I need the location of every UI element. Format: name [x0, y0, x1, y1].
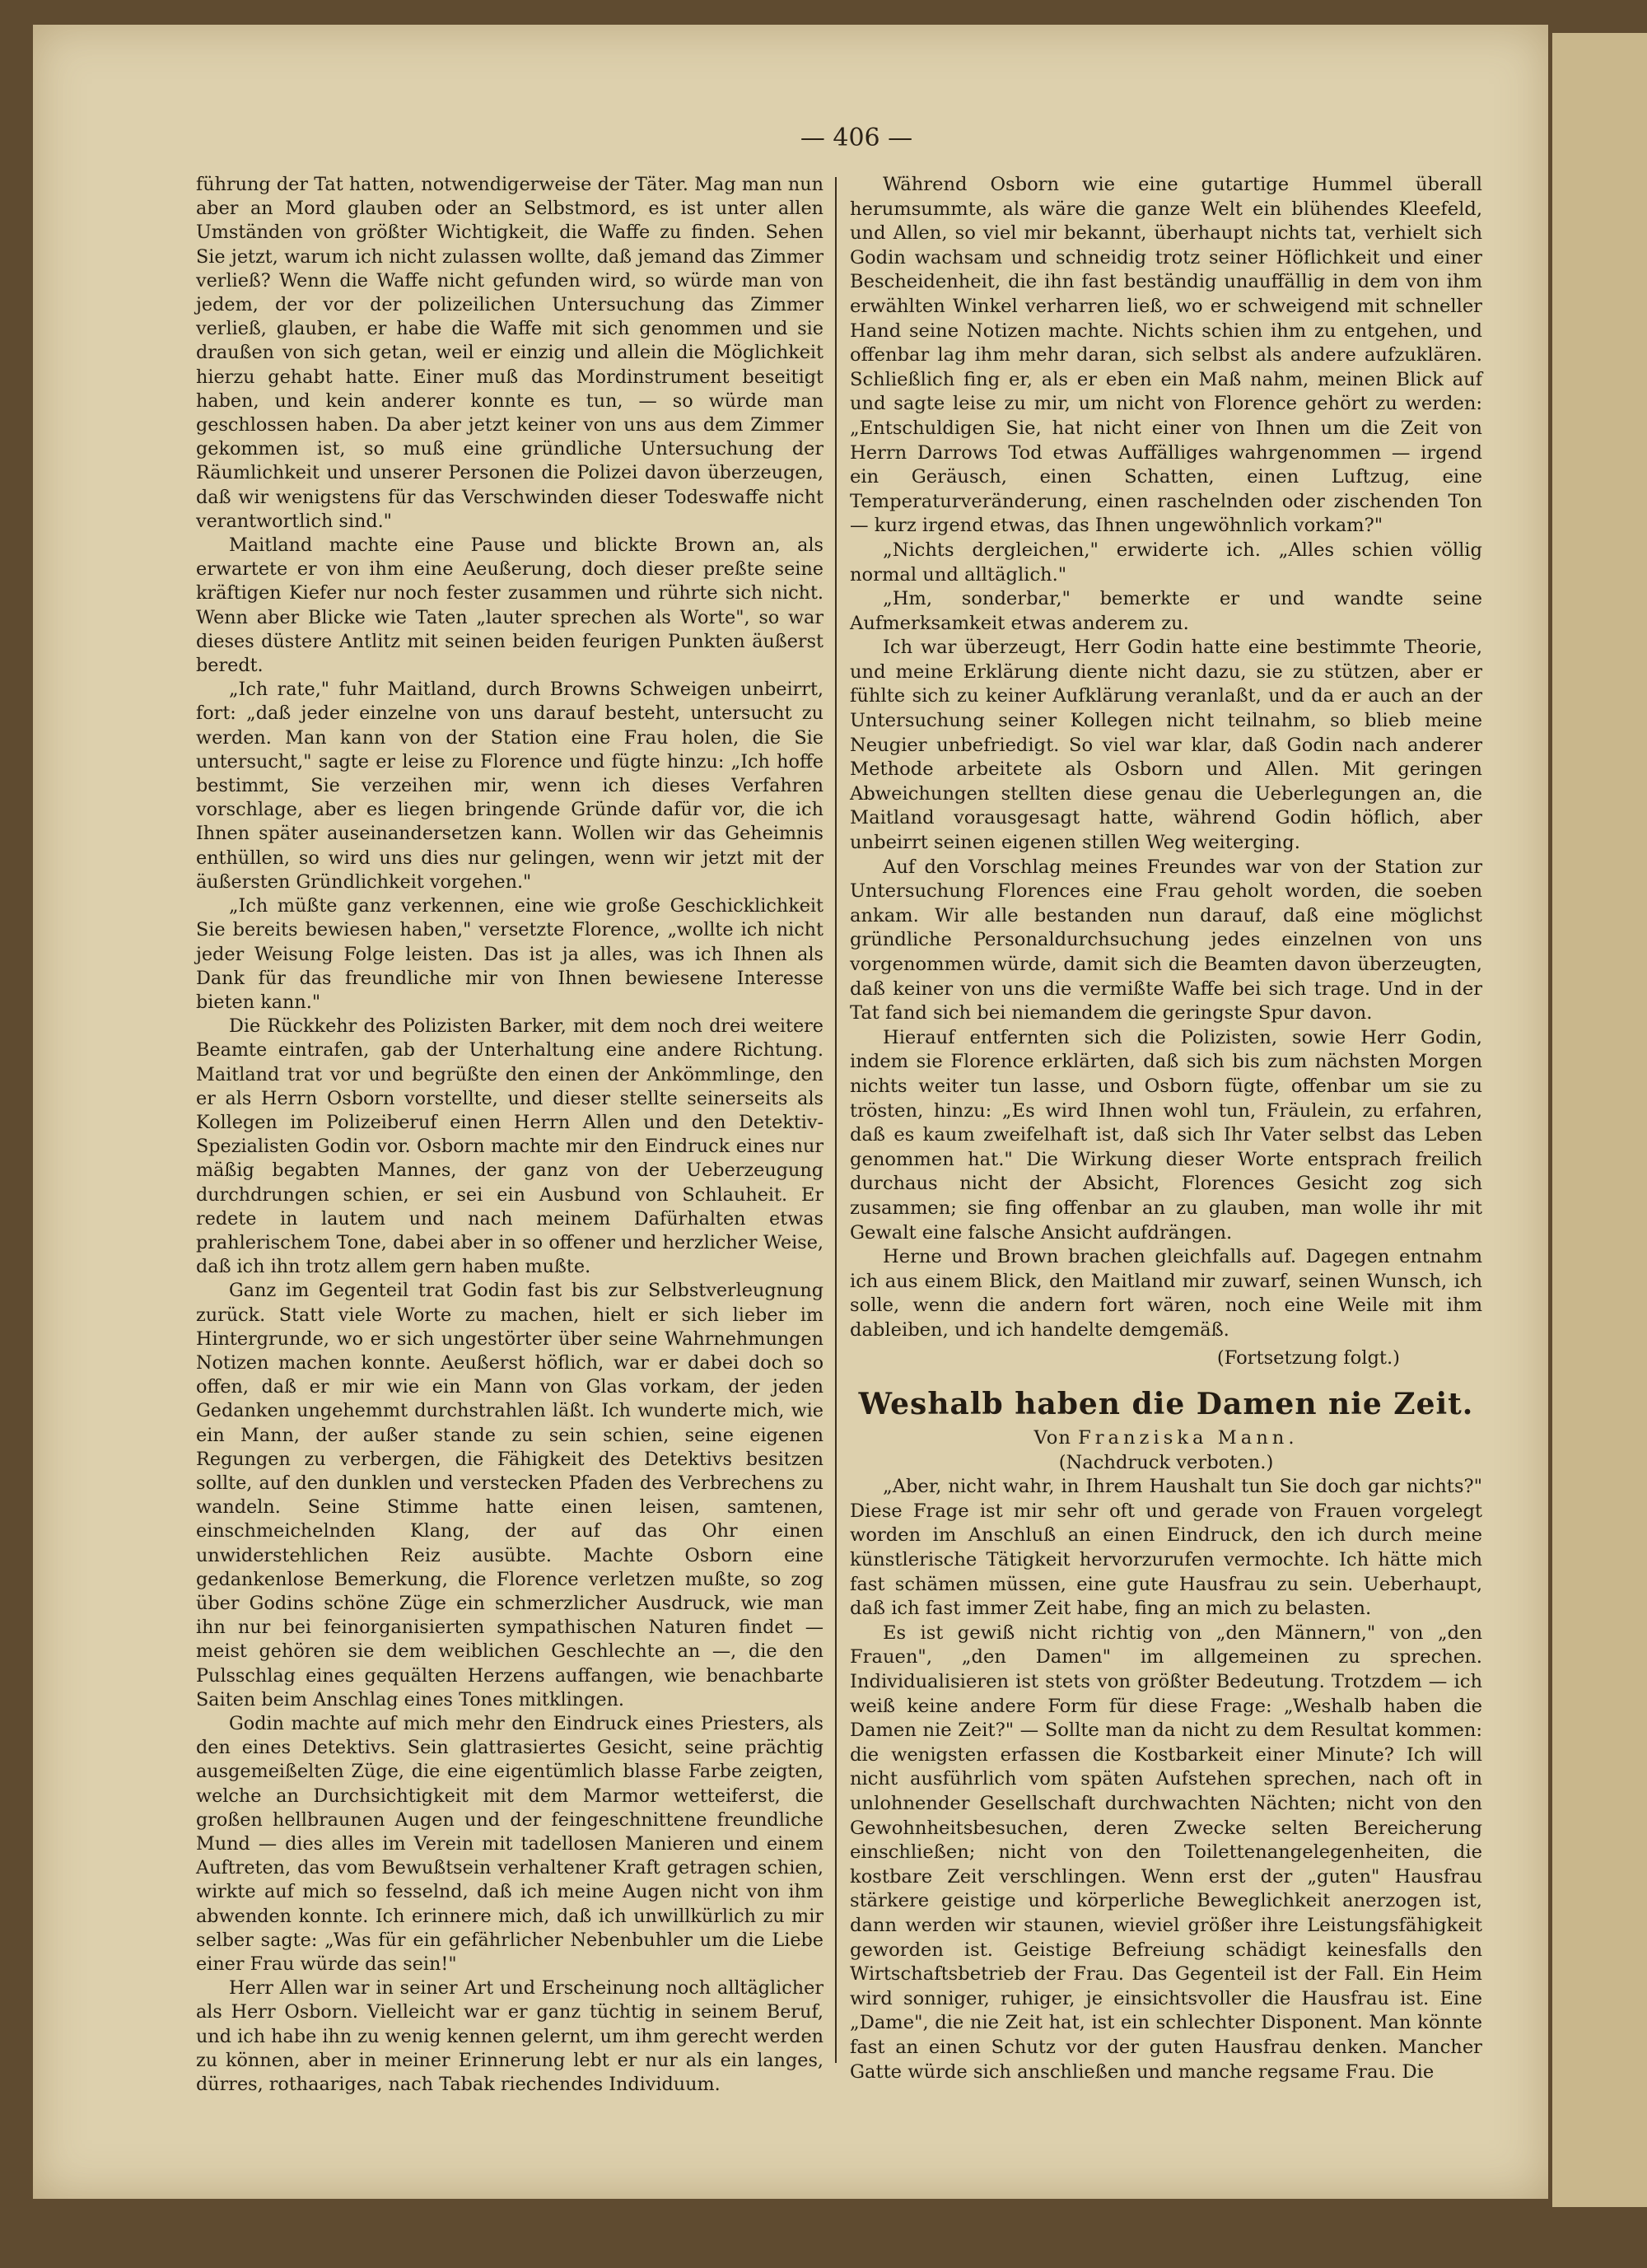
- right-paragraph-4: Ich war überzeugt, Herr Godin hatte eine bestimmte Theorie, und meine Erklärung diente nicht dazu, sie zu stützen, aber er fühlte sich zu keiner Aufklärung veranlaßt, und da er auch an der Untersuchung seiner Kollegen nicht teilnahm, so blieb meine Neugier unbefriedigt. So viel war klar, daß Godin nach anderer Methode arbeitete als Osborn und Allen. Mit geringen Abweichungen stellten diese genau die Ueberlegungen an, die Maitland vorausgesagt hatte, während Godin höflich, aber unbeirrt seinen eigenen stillen Weg weiterging.: [850, 637, 1482, 854]
- right-paragraph-6: Hierauf entfernten sich die Polizisten, sowie Herr Godin, indem sie Florence erklärten, daß sich bis zum nächsten Morgen nichts weiter tun lasse, und Osborn fügte, offenbar um sie zu trösten, hinzu: „Es wird Ihnen wohl tun, Fräulein, zu erfahren, daß es kaum zweifelhaft ist, daß sich Ihr Vater selbst das Leben genommen hat." Die Wirkung dieser Worte entsprach freilich durchaus nicht der Absicht, Florences Gesicht zog sich zusammen; sie fing offenbar an zu glauben, man wolle ihr mit Gewalt eine falsche Ansicht aufdrängen.: [850, 1026, 1482, 1244]
- article-paragraph-2: Es ist gewiß nicht richtig von „den Männern," von „den Frauen", „den Damen" im allgemeinen zu sprechen. Individualisieren ist stets von größter Bedeutung. Trotzdem — ich weiß keine andere Form für diese Frage: „Weshalb haben die Damen nie Zeit?" — Sollte man da nicht zu dem Resultat kommen: die wenigsten erfassen die Kostbarkeit einer Minute? Ich will nicht ausführlich vom späten Aufstehen sprechen, nach oft in unlohnender Gesellschaft durchwachten Nächten; nicht von den Gewohnheitsbesuchen, deren Zwecke selten Bereicherung einschließen; nicht von den Toilettenangelegenheiten, die kostbare Zeit verschlingen. Wenn erst der „guten" Hausfrau stärkere geistige und körperliche Beweglichkeit anerzogen ist, dann werden wir staunen, wieviel größer ihre Leistungsfähigkeit geworden ist. Geistige Befreiung schädigt keinesfalls den Wirtschaftsbetrieb der Frau. Das Gegenteil ist der Fall. Ein Heim wird sonniger, ruhiger, je einsichtsvoller die Hausfrau ist. Eine „Dame", die nie Zeit hat, ist ein schlechter Disponent. Man könnte fast an einen Schutz vor der guten Hausfrau denken. Mancher Gatte würde sich anschließen und manche regsame Frau. Die: [850, 1622, 1482, 2083]
- article-title: Weshalb haben die Damen nie Zeit.: [858, 1387, 1474, 1422]
- column-divider: [835, 177, 837, 2063]
- left-paragraph-6: Ganz im Gegenteil trat Godin fast bis zur Selbstverleugnung zurück. Statt viele Worte zu machen, hielt er sich lieber im Hintergrunde, wo er sich ungestörter über seine Wahrnehmungen Notizen machen konnte. Aeußerst höflich, war er dabei doch so offen, daß er mir wie ein Mann von Glas vorkam, der jeden Gedanken ungehemmt durchstrahlen läßt. Ich wunderte mich, wie ein Mann, der außer stande zu sein schien, seine eigenen Regungen zu verbergen, die Fähigkeit des Detektivs besitzen sollte, auf den dunklen und verstecken Pfaden des Verbrechens zu wandeln. Seine Stimme hatte einen leisen, samtenen, einschmeichelnden Klang, der auf das Ohr einen unwiderstehlichen Reiz ausübte. Machte Osborn eine gedankenlose Bemerkung, die Florence verletzen mußte, so zog über Godins schöne Züge ein schmerzlicher Ausdruck, wie man ihn nur bei feinorganisierten sympathischen Naturen findet — meist gehören sie dem weiblichen Geschlechte an —, die den Pulsschlag eines gequälten Herzens auffangen, wie benachbarte Saiten beim Anschlag eines Tones mitklingen.: [196, 1280, 824, 1710]
- byline-author: Franziska Mann.: [1078, 1427, 1299, 1449]
- right-column: [850, 173, 1482, 2084]
- right-paragraph-5: Auf den Vorschlag meines Freundes war von der Station zur Untersuchung Florences eine Frau geholt worden, die soeben ankam. Wir alle bestanden nun darauf, daß eine möglichst gründliche Personaldurchsuchung jedes einzelnen von uns vorgenommen würde, damit sich die Beamten davon überzeugten, daß keiner von uns die vermißte Waffe bei sich trage. Und in der Tat fand sich bei niemandem die geringste Spur davon.: [850, 856, 1482, 1024]
- byline-prefix: Von: [1033, 1427, 1071, 1449]
- sequel-note: (Fortsetzung folgt.): [1216, 1346, 1400, 1369]
- left-paragraph-2: Maitland machte eine Pause und blickte Brown an, als erwartete er von ihm eine Aeußerung, doch dieser preßte seine kräftigen Kiefer nur noch fester zusammen und rührte sich nicht. Wenn aber Blicke wie Taten „lauter sprechen als Worte", so war dieses düstere Antlitz mit seinen beiden feurigen Punkten äußerst beredt.: [196, 534, 824, 677]
- left-paragraph-3: „Ich rate," fuhr Maitland, durch Browns Schweigen unbeirrt, fort: „daß jeder einzelne von uns darauf besteht, untersucht zu werden. Man kann von der Station eine Frau holen, die Sie untersucht," sagte er leise zu Florence und fügte hinzu: „Ich hoffe bestimmt, Sie verzeihen mir, wenn ich dieses Verfahren vorschlage, aber es liegen bringende Gründe dafür vor, die ich Ihnen später auseinandersetzen kann. Wollen wir das Geheimnis enthüllen, so wird uns dies nur gelingen, wenn wir jetzt mit der äußersten Gründlichkeit vorgehen.": [196, 679, 824, 893]
- left-paragraph-4: „Ich müßte ganz verkennen, eine wie große Geschicklichkeit Sie bereits bewiesen haben," versetzte Florence, „wollte ich nicht jeder Weisung Folge leisten. Das ist ja alles, was ich Ihnen als Dank für das freundliche mir von Ihnen bewiesene Interesse bieten kann.": [196, 895, 824, 1013]
- right-paragraph-7: Herne und Brown brachen gleichfalls auf. Dagegen entnahm ich aus einem Blick, den Maitland mir zuwarf, seinen Wunsch, ich solle, wenn die andern fort wären, noch eine Weile mit ihm dableiben, und ich handelte demgemäß.: [850, 1246, 1482, 1341]
- article-byline: [850, 1426, 1482, 1451]
- left-column: [196, 173, 824, 2097]
- right-paragraph-3: „Hm, sonderbar," bemerkte er und wandte seine Aufmerksamkeit etwas anderem zu.: [850, 588, 1482, 634]
- right-paragraph-2: „Nichts dergleichen," erwiderte ich. „Alles schien völlig normal und alltäglich.": [850, 539, 1482, 586]
- article-paragraph-1: „Aber, nicht wahr, in Ihrem Haushalt tun Sie doch gar nichts?" Diese Frage ist mir sehr oft und gerade von Frauen vorgelegt worden im Anschluß an einen Eindruck, den ich durch meine künstlerische Tätigkeit hervorzurufen vermochte. Ich hätte mich fast schämen müssen, eine gute Hausfrau zu sein. Ueberhaupt, daß ich fast immer Zeit habe, fing an mich zu belasten.: [850, 1476, 1482, 1620]
- page-number: — 406 —: [800, 124, 913, 152]
- left-paragraph-5: Die Rückkehr des Polizisten Barker, mit dem noch drei weitere Beamte eintrafen, gab der Unterhaltung eine andere Richtung. Maitland trat vor und begrüßte den einen der Ankömmlinge, den er als Herrn Osborn vorstellte, und dieser stellte seinerseits als Kollegen im Polizeiberuf einen Herrn Allen und den Detektiv-Spezialisten Godin vor. Osborn machte mir den Eindruck eines nur mäßig begabten Mannes, der ganz von der Ueberzeugung durchdrungen schien, er sei ein Ausbund von Schlauheit. Er redete in lautem und nach meinem Dafürhalten etwas prahlerischem Tone, dabei aber in so offener und herzlicher Weise, daß ich ihn trotz allem gern haben mußte.: [196, 1015, 824, 1278]
- right-paragraph-1: Während Osborn wie eine gutartige Hummel überall herumsummte, als wäre die ganze Welt ein blühendes Kleefeld, und Allen, so viel mir bekannt, überhaupt nichts tat, verhielt sich Godin wachsam und schneidig trotz seiner Höflichkeit und einer Bescheidenheit, die ihn fast beständig unauffällig in dem von ihm erwählten Winkel verharren ließ, wo er schweigend mit schneller Hand seine Notizen machte. Nichts schien ihm zu entgehen, und offenbar lag ihm mehr daran, sich selbst als andere aufzuklären. Schließlich fing er, als er eben ein Maß nahm, meinen Blick auf und sagte leise zu mir, um nicht von Florence gehört zu werden: „Entschuldigen Sie, hat nicht einer von Ihnen um die Zeit von Herrn Darrows Tod etwas Auffälliges wahrgenommen — irgend ein Geräusch, einen Schatten, einen Luftzug, eine Temperaturveränderung, einen raschelnden oder zischenden Ton — kurz irgend etwas, das Ihnen ungewöhnlich vorkam?": [850, 174, 1482, 537]
- left-paragraph-1: führung der Tat hatten, notwendigerweise der Täter. Mag man nun aber an Mord glauben oder an Selbstmord, es ist unter allen Umständen von größter Wichtigkeit, die Waffe zu finden. Sehen Sie jetzt, warum ich nicht zulassen wollte, daß jemand das Zimmer verließ? Wenn die Waffe nicht gefunden wird, so würde man von jedem, der vor der polizeilichen Untersuchung das Zimmer verließ, glauben, er habe die Waffe mit sich genommen und sie draußen von sich getan, weil er einzig und allein die Möglichkeit hierzu gehabt hatte. Einer muß das Mordinstrument beseitigt haben, und kein anderer konnte es tun, — so würde man geschlossen haben. Da aber jetzt keiner von uns aus dem Zimmer gekommen ist, so muß eine gründliche Untersuchung der Räumlichkeit und unserer Personen die Polizei davon überzeugen, daß wir wenigstens für das Verschwinden dieser Todeswaffe nicht verantwortlich sind.": [196, 174, 824, 532]
- next-page-edge: [1552, 33, 1647, 2207]
- left-paragraph-7: Godin machte auf mich mehr den Eindruck eines Priesters, als den eines Detektivs. Sein glattrasiertes Gesicht, seine prächtig ausgemeißelten Züge, die eine eigentümlich blasse Farbe zeigten, welche an Durchsichtigkeit mit dem Marmor wetteiferst, die großen hellbraunen Augen und der feingeschnittene freundliche Mund — dies alles im Verein mit tadellosen Manieren und einem Auftreten, das vom Bewußtsein verhaltener Kraft getragen schien, wirkte auf mich so fesselnd, daß ich meine Augen nicht von ihm abwenden konnte. Ich erinnere mich, daß ich unwillkürlich zu mir selber sagte: „Was für ein gefährlicher Nebenbuhler um die Liebe einer Frau würde das sein!": [196, 1713, 824, 1976]
- left-paragraph-8: Herr Allen war in seiner Art und Erscheinung noch alltäglicher als Herr Osborn. Vielleicht war er ganz tüchtig in seinem Beruf, und ich habe ihn zu wenig kennen gelernt, um ihm gerecht werden zu können, aber in meiner Erinnerung lebt er nur als ein langes, dürres, rothaariges, nach Tabak riechendes Individuum.: [196, 1977, 824, 2096]
- reprint-note: (Nachdruck verboten.): [1058, 1451, 1274, 1473]
